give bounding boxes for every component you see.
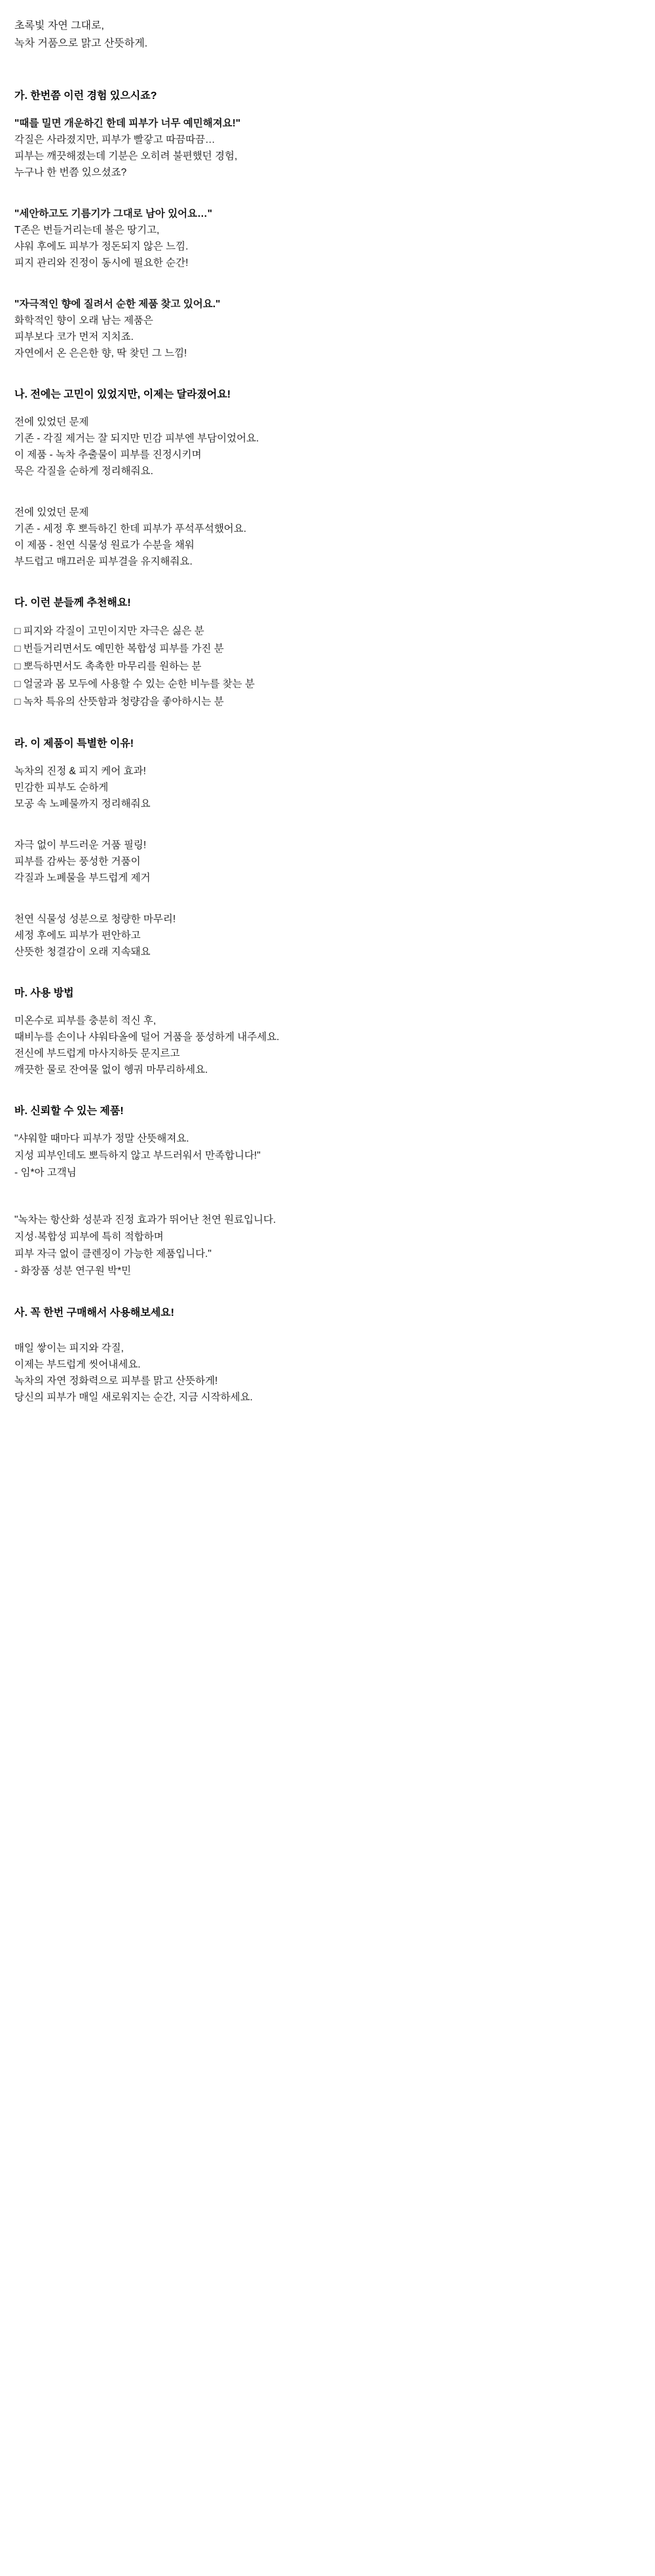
- benefit-group-1: [14, 763, 641, 812]
- text-line: 당신의 피부가 매일 새로워지는 순간, 지금 시작하세요.: [14, 1392, 253, 1403]
- text-line: 이제는 부드럽게 씻어내세요.: [14, 1359, 141, 1370]
- text-line: 전에 있었던 문제: [14, 507, 89, 518]
- intro-block: [14, 17, 641, 52]
- text-line: 이 제품 - 천연 식물성 원료가 수분을 채워: [14, 540, 195, 551]
- section-na: [14, 386, 641, 570]
- text-line: "세안하고도 기름기가 그대로 남아 있어요…": [14, 208, 212, 219]
- section-heading: 다. 이런 분들께 추천해요!: [14, 597, 131, 608]
- text-line: 피지 관리와 진정이 동시에 필요한 순간!: [14, 257, 189, 269]
- text-line: 피부보다 코가 먼저 지치죠.: [14, 331, 134, 343]
- text-line: T존은 번들거리는데 볼은 땅기고,: [14, 225, 160, 236]
- text-line: 세정 후에도 피부가 편안하고: [14, 930, 141, 941]
- text-line: "녹차는 항산화 성분과 진정 효과가 뛰어난 천연 원료입니다.: [14, 1214, 276, 1225]
- spacer: [14, 1095, 641, 1103]
- benefit-group-3: [14, 911, 641, 960]
- text-line: 녹차의 진정 & 피지 케어 효과!: [14, 766, 146, 777]
- text-line: 전에 있었던 문제: [14, 417, 89, 428]
- spacer: [14, 379, 641, 386]
- section-heading: 라. 이 제품이 특별한 이유!: [14, 738, 134, 749]
- text-line: 피부 자극 없이 클렌징이 가능한 제품입니다.": [14, 1248, 212, 1260]
- benefit-group-2: [14, 837, 641, 886]
- how-to-use-group: [14, 1013, 641, 1078]
- spacer: [14, 69, 641, 88]
- text-line: 샤워 후에도 피부가 정돈되지 않은 느낌.: [14, 241, 189, 252]
- text-line: 기존 - 세정 후 뽀득하긴 한데 피부가 푸석푸석했어요.: [14, 523, 247, 534]
- text-line: 이 제품 - 녹차 추출물이 피부를 진정시키며: [14, 449, 202, 460]
- spacer: [14, 198, 641, 206]
- text-line: 미온수로 피부를 충분히 적신 후,: [14, 1015, 157, 1026]
- section-heading: 사. 꼭 한번 구매해서 사용해보세요!: [14, 1307, 174, 1318]
- section-ra: [14, 736, 641, 960]
- text-line: 모공 속 노폐물까지 정리해줘요: [14, 798, 151, 810]
- section-ma: [14, 985, 641, 1078]
- section-heading: 가. 한번쯤 이런 경험 있으시죠?: [14, 90, 157, 102]
- testimonial-2: [14, 1212, 641, 1280]
- spacer: [14, 829, 641, 837]
- testimonial-attribution: - 임*아 고객님: [14, 1167, 77, 1178]
- intro-line: 초록빛 자연 그대로,: [14, 20, 104, 31]
- spacer: [14, 977, 641, 985]
- section-heading: 바. 신뢰할 수 있는 제품!: [14, 1106, 124, 1117]
- text-line: 산뜻한 청결감이 오래 지속돼요: [14, 946, 151, 958]
- section-sa: [14, 1305, 641, 1406]
- spacer: [14, 1199, 641, 1212]
- checklist-item: □ 녹차 특유의 산뜻함과 청량감을 좋아하시는 분: [14, 696, 224, 707]
- text-line: 부드럽고 매끄러운 피부결을 유지해줘요.: [14, 556, 193, 567]
- spacer: [14, 288, 641, 296]
- text-line: 묵은 각질을 순하게 정리해줘요.: [14, 466, 153, 477]
- checklist-item: □ 번들거리면서도 예민한 복합성 피부를 가진 분: [14, 643, 224, 654]
- section-ga: [14, 88, 641, 362]
- text-line: 피부를 감싸는 풍성한 거품이: [14, 856, 141, 867]
- section-da: [14, 595, 641, 711]
- spacer: [14, 903, 641, 911]
- text-line: 누구나 한 번쯤 있으셨죠?: [14, 167, 127, 178]
- experience-group-1: [14, 115, 641, 181]
- section-heading: 마. 사용 방법: [14, 988, 74, 999]
- text-line: 매일 쌓이는 피지와 각질,: [14, 1343, 124, 1354]
- spacer: [14, 1297, 641, 1305]
- testimonial-attribution: - 화장품 성분 연구원 박*민: [14, 1265, 132, 1277]
- text-line: 전신에 부드럽게 마사지하듯 문지르고: [14, 1048, 180, 1059]
- text-line: 지성 피부인데도 뽀득하지 않고 부드러워서 만족합니다!": [14, 1150, 261, 1161]
- text-line: 피부는 깨끗해졌는데 기분은 오히려 불편했던 경험,: [14, 151, 238, 162]
- before-after-group-2: [14, 504, 641, 570]
- text-line: "샤워할 때마다 피부가 정말 산뜻해져요.: [14, 1133, 189, 1144]
- checklist-item: □ 얼굴과 몸 모두에 사용할 수 있는 순한 비누를 찾는 분: [14, 679, 255, 690]
- text-line: "자극적인 향에 질려서 순한 제품 찾고 있어요.": [14, 299, 221, 310]
- text-line: "때를 밀면 개운하긴 한데 피부가 너무 예민해져요!": [14, 118, 241, 129]
- closing-group: [14, 1340, 641, 1406]
- text-line: 지성·복합성 피부에 특히 적합하며: [14, 1231, 164, 1242]
- text-line: 각질과 노폐물을 부드럽게 제거: [14, 872, 151, 884]
- spacer: [14, 728, 641, 736]
- text-line: 때비누를 손이나 샤워타올에 덜어 거품을 풍성하게 내주세요.: [14, 1032, 280, 1043]
- text-line: 녹차의 자연 정화력으로 피부를 맑고 산뜻하게!: [14, 1375, 218, 1387]
- text-line: 기존 - 각질 제거는 잘 되지만 민감 피부엔 부담이었어요.: [14, 433, 259, 444]
- experience-group-3: [14, 296, 641, 362]
- recommend-checklist: [14, 622, 641, 711]
- spacer: [14, 587, 641, 595]
- intro-line: 녹차 거품으로 맑고 산뜻하게.: [14, 38, 148, 49]
- checklist-item: □ 뽀득하면서도 촉촉한 마무리를 원하는 분: [14, 661, 202, 672]
- text-line: 천연 식물성 성분으로 청량한 마무리!: [14, 914, 176, 925]
- experience-group-2: [14, 206, 641, 271]
- testimonial-1: [14, 1130, 641, 1182]
- before-after-group-1: [14, 414, 641, 479]
- spacer: [14, 1332, 641, 1340]
- text-line: 자극 없이 부드러운 거품 필링!: [14, 840, 147, 851]
- section-heading: 나. 전에는 고민이 있었지만, 이제는 달라졌어요!: [14, 389, 231, 400]
- section-ba: [14, 1103, 641, 1280]
- text-line: 깨끗한 물로 잔여물 없이 헹궈 마무리하세요.: [14, 1064, 208, 1075]
- text-line: 자연에서 온 은은한 향, 딱 찾던 그 느낌!: [14, 348, 187, 359]
- text-line: 민감한 피부도 순하게: [14, 782, 109, 793]
- text-line: 화학적인 향이 오래 남는 제품은: [14, 315, 153, 326]
- checklist-item: □ 피지와 각질이 고민이지만 자극은 싫은 분: [14, 625, 204, 637]
- spacer: [14, 496, 641, 504]
- text-line: 각질은 사라졌지만, 피부가 빨갛고 따끔따끔…: [14, 134, 215, 145]
